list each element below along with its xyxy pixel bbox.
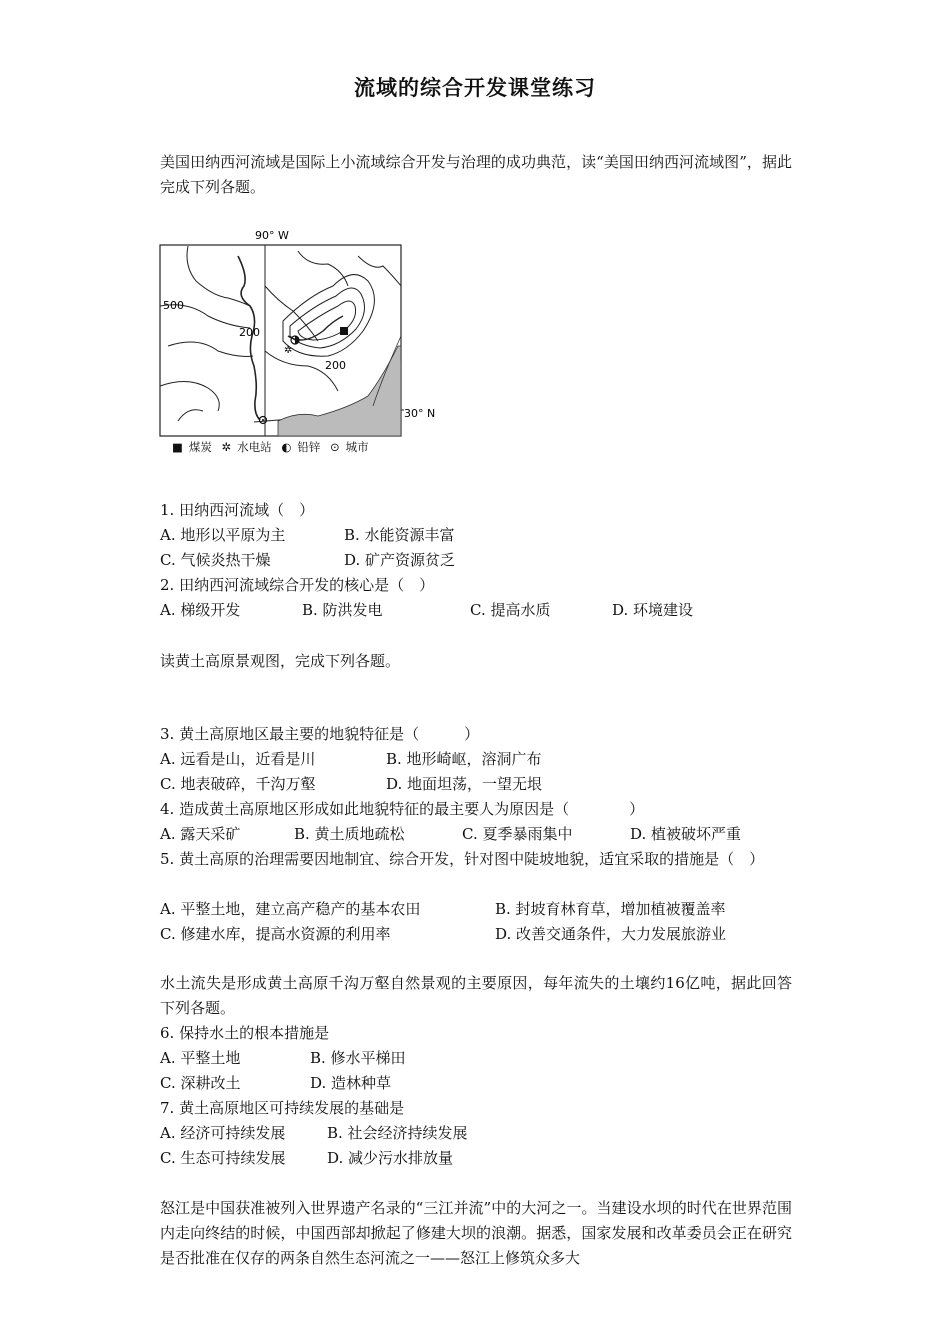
q4-option-c[interactable]: C. 夏季暴雨集中: [462, 825, 573, 843]
q6-option-a[interactable]: A. 平整土地: [160, 1049, 241, 1067]
question-4-options-row: [160, 822, 741, 847]
q4-option-b[interactable]: B. 黄土质地疏松: [294, 825, 405, 843]
q5-option-d[interactable]: D. 改善交通条件，大力发展旅游业: [495, 925, 727, 943]
q5-option-b[interactable]: B. 封坡育林育草，增加植被覆盖率: [495, 900, 726, 918]
question-1-options-row-2: [160, 548, 455, 573]
q6-option-c[interactable]: C. 深耕改土: [160, 1074, 241, 1092]
q1-option-c[interactable]: C. 气候炎热干燥: [160, 551, 271, 569]
q1-option-d[interactable]: D. 矿产资源贫乏: [344, 551, 456, 569]
question-1-stem: 1. 田纳西河流域（ ）: [160, 501, 315, 519]
hydropower-icon: ✲: [284, 345, 293, 356]
question-5-options-row-1: [160, 897, 726, 922]
contour-label-200-east: 200: [325, 359, 346, 372]
lat-label: 30° N: [404, 407, 436, 420]
intro-paragraph-4: 怒江是中国获准被列入世界遗产名录的“三江并流”中的大河之一。当建设水坝的时代在世界范围内走向终结的时候，中国西部却掀起了修建大坝的浪潮。据悉，国家发展和改革委员会正在研究是否批准在仅存的两条自然生态河流之一——怒江上修筑众多大: [160, 1199, 792, 1267]
q4-option-d[interactable]: D. 植被破坏严重: [630, 825, 742, 843]
hydropower-legend-icon: ✲: [221, 440, 232, 454]
question-7-options-row-2: [160, 1146, 453, 1171]
q2-option-b[interactable]: B. 防洪发电: [302, 601, 383, 619]
question-2-stem: 2. 田纳西河流域综合开发的核心是（ ）: [160, 576, 435, 594]
question-2-options-row: [160, 598, 693, 623]
question-3-stem: 3. 黄土高原地区最主要的地貌特征是（ ）: [160, 725, 480, 743]
q2-option-a[interactable]: A. 梯级开发: [160, 601, 241, 619]
q7-option-a[interactable]: A. 经济可持续发展: [160, 1124, 286, 1142]
q3-option-d[interactable]: D. 地面坦荡，一望无垠: [386, 775, 543, 793]
question-6-options-row-1: [160, 1046, 406, 1071]
lon-label: 90° W: [255, 229, 289, 242]
question-4-stem: 4. 造成黄土高原地区形成如此地貌特征的最主要人为原因是（ ）: [160, 800, 645, 818]
question-1-options-row-1: [160, 523, 455, 548]
city-legend-label: 城市: [345, 440, 369, 454]
tennessee-river-map: [158, 226, 448, 461]
question-7-stem: 7. 黄土高原地区可持续发展的基础是: [160, 1099, 405, 1117]
contour-label-200-west: 200: [239, 326, 260, 339]
question-3-options-row-2: [160, 772, 542, 797]
map-legend: [172, 439, 375, 455]
page-title: 流域的综合开发课堂练习: [354, 76, 596, 100]
question-6-options-row-2: [160, 1071, 391, 1096]
q3-option-c[interactable]: C. 地表破碎，千沟万壑: [160, 775, 316, 793]
question-5-stem: 5. 黄土高原的治理需要因地制宜、综合开发，针对图中陡坡地貌，适宜采取的措施是（ ）: [160, 850, 765, 868]
q4-option-a[interactable]: A. 露天采矿: [160, 825, 241, 843]
contour-label-500: 500: [163, 299, 184, 312]
q7-option-c[interactable]: C. 生态可持续发展: [160, 1149, 286, 1167]
q3-option-a[interactable]: A. 远看是山，近看是川: [160, 750, 316, 768]
question-3-options-row-1: [160, 747, 542, 772]
lead-zinc-legend-icon: ◐: [281, 440, 292, 454]
q1-option-b[interactable]: B. 水能资源丰富: [344, 526, 455, 544]
q2-option-d[interactable]: D. 环境建设: [612, 601, 694, 619]
intro-paragraph-1: 美国田纳西河流域是国际上小流域综合开发与治理的成功典范，读“美国田纳西河流域图”，据此完成下列各题。: [160, 153, 792, 196]
q6-option-d[interactable]: D. 造林种草: [310, 1074, 392, 1092]
q5-option-c[interactable]: C. 修建水库，提高水资源的利用率: [160, 925, 391, 943]
coal-legend-icon: ■: [172, 440, 183, 454]
coal-legend-label: 煤炭: [188, 440, 212, 454]
q2-option-c[interactable]: C. 提高水质: [470, 601, 551, 619]
question-6-stem: 6. 保持水土的根本措施是: [160, 1024, 330, 1042]
city-legend-icon: ⊙: [330, 440, 340, 454]
question-5-options-row-2: [160, 922, 726, 947]
hydropower-legend-label: 水电站: [237, 440, 272, 454]
question-7-options-row-1: [160, 1121, 468, 1146]
q7-option-b[interactable]: B. 社会经济持续发展: [327, 1124, 468, 1142]
q6-option-b[interactable]: B. 修水平梯田: [310, 1049, 406, 1067]
intro-paragraph-3: 水土流失是形成黄土高原千沟万壑自然景观的主要原因，每年流失的土壤约16亿吨，据此回答下列各题。: [160, 974, 792, 1017]
q3-option-b[interactable]: B. 地形崎岖，溶洞广布: [386, 750, 542, 768]
lead-zinc-legend-label: 铅锌: [297, 440, 321, 454]
q5-option-a[interactable]: A. 平整土地，建立高产稳产的基本农田: [160, 900, 421, 918]
q7-option-d[interactable]: D. 减少污水排放量: [327, 1149, 454, 1167]
coal-icon: [340, 327, 348, 335]
q1-option-a[interactable]: A. 地形以平原为主: [160, 526, 286, 544]
intro-paragraph-2: 读黄土高原景观图，完成下列各题。: [160, 652, 401, 670]
